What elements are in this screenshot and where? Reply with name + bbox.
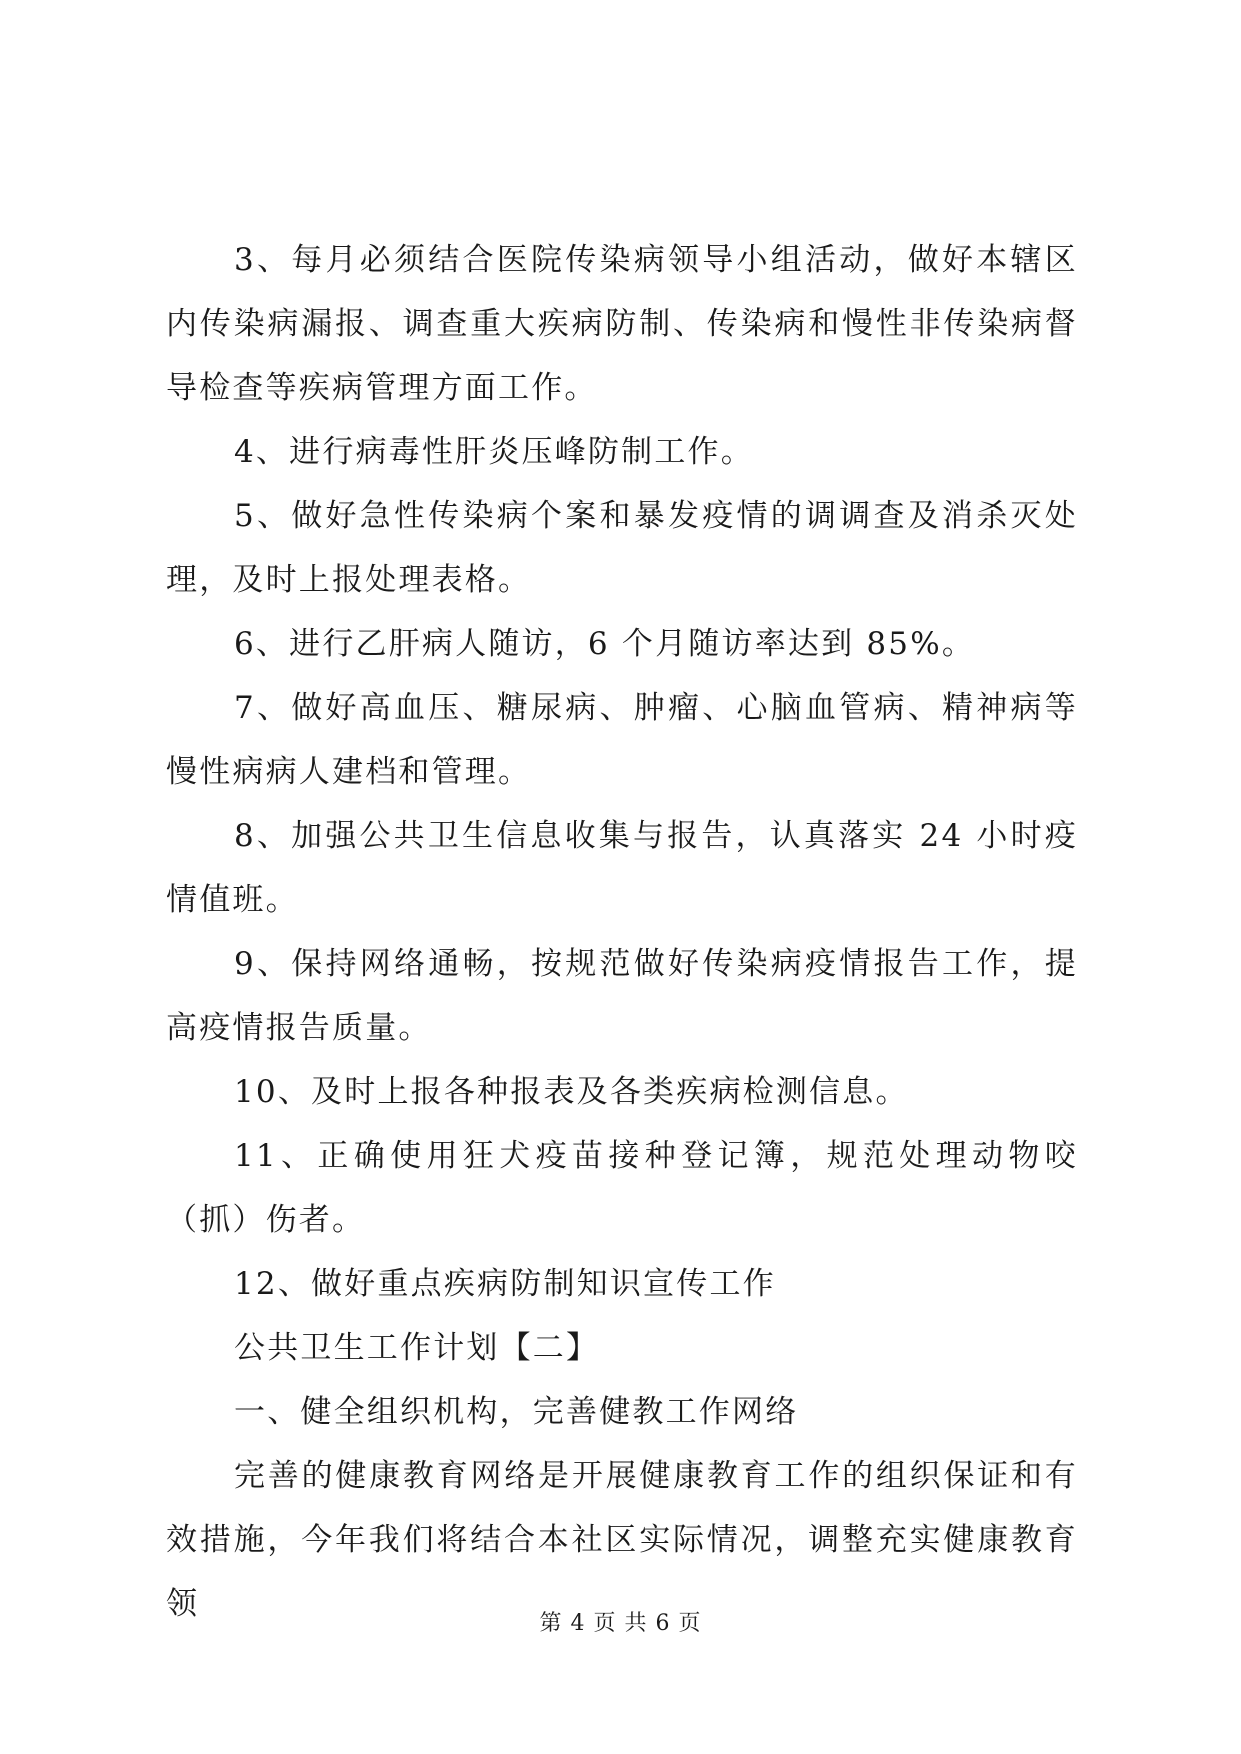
paragraph-item-3: 3、每月必须结合医院传染病领导小组活动，做好本辖区内传染病漏报、调查重大疾病防制、传染病和慢性非传染病督导检查等疾病管理方面工作。 [166, 242, 1078, 406]
paragraph-item-9: 9、保持网络通畅，按规范做好传染病疫情报告工作，提高疫情报告质量。 [166, 946, 1078, 1046]
paragraph-item-11: 11、正确使用狂犬疫苗接种登记簿，规范处理动物咬（抓）伤者。 [166, 1138, 1078, 1238]
body-paragraph: 完善的健康教育网络是开展健康教育工作的组织保证和有效措施，今年我们将结合本社区实际情况，调整充实健康教育领 [166, 1458, 1078, 1622]
paragraph-item-4: 4、进行病毒性肝炎压峰防制工作。 [234, 434, 754, 470]
paragraph-item-12: 12、做好重点疾病防制知识宣传工作 [234, 1266, 776, 1302]
document-body [166, 228, 1078, 1636]
subsection-heading: 一、健全组织机构，完善健教工作网络 [234, 1394, 799, 1430]
paragraph-item-5: 5、做好急性传染病个案和暴发疫情的调调查及消杀灭处理，及时上报处理表格。 [166, 498, 1078, 598]
paragraph-item-10: 10、及时上报各种报表及各类疾病检测信息。 [234, 1074, 909, 1110]
paragraph-item-8: 8、加强公共卫生信息收集与报告，认真落实 24 小时疫情值班。 [166, 818, 1078, 918]
page-footer: 第 4 页 共 6 页 [539, 1611, 702, 1636]
section-heading: 公共卫生工作计划【二】 [234, 1330, 600, 1366]
paragraph-item-7: 7、做好高血压、糖尿病、肿瘤、心脑血管病、精神病等慢性病病人建档和管理。 [166, 690, 1078, 790]
paragraph-item-6: 6、进行乙肝病人随访，6 个月随访率达到 85%。 [234, 626, 976, 662]
